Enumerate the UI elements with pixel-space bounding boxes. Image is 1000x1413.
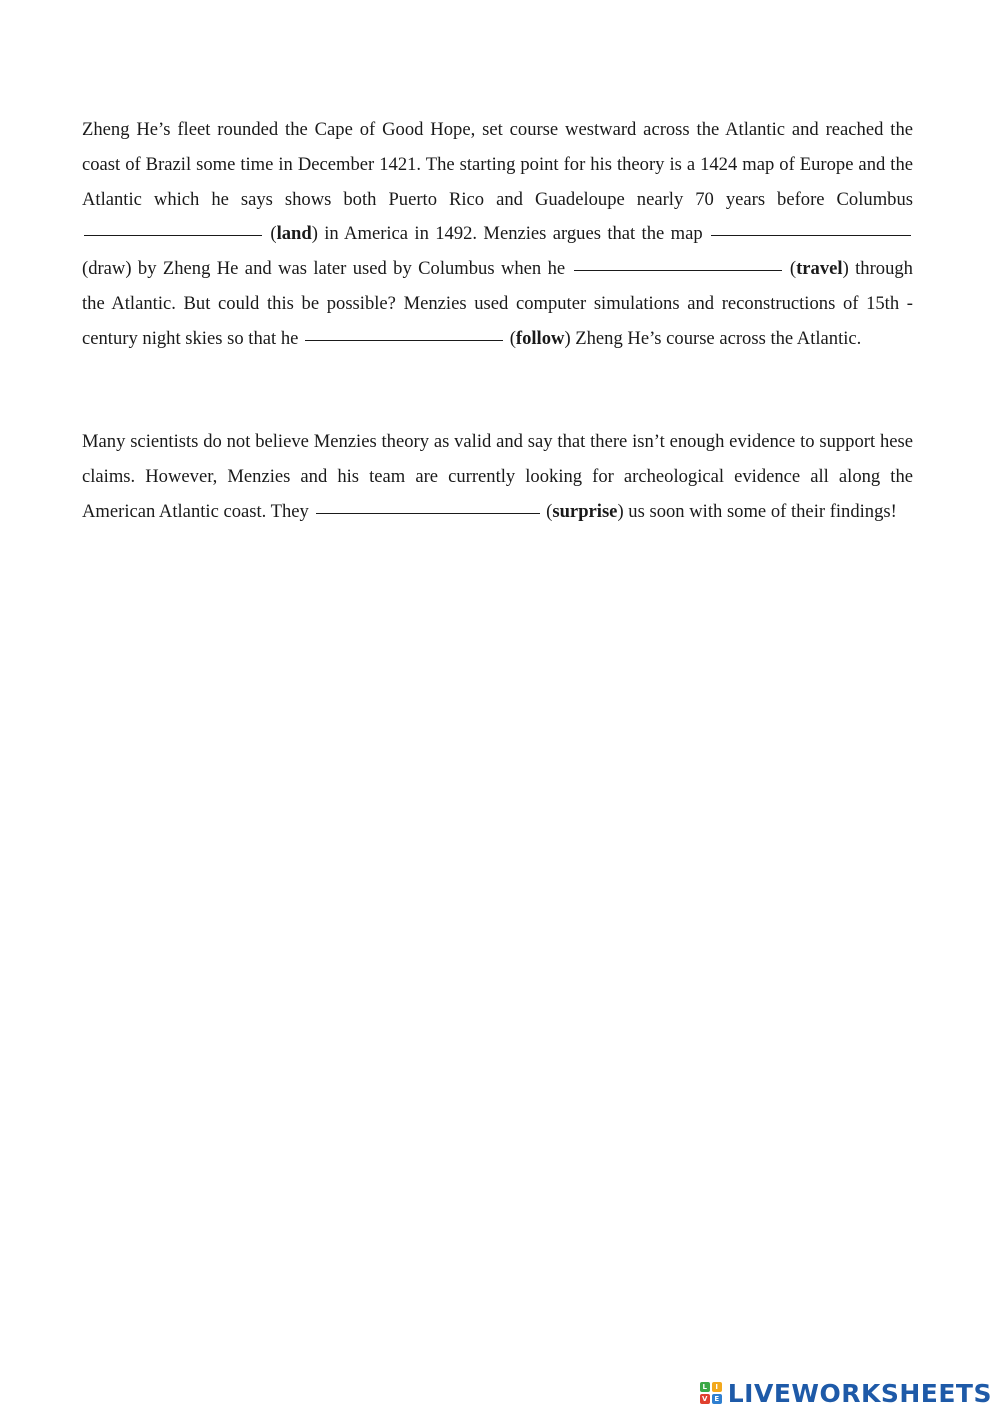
logo-tile: V — [700, 1394, 710, 1404]
paragraph-2 — [82, 425, 913, 529]
verb-hint-land: land — [276, 223, 312, 245]
verb-hint-travel: travel — [796, 258, 843, 280]
watermark-text: LIVEWORKSHEETS — [727, 1378, 992, 1408]
paren-open: ( — [546, 500, 553, 522]
answer-blank-surprise[interactable] — [316, 493, 540, 514]
text-segment: ) Zheng He’s course across the Atlantic. — [564, 327, 862, 349]
answer-blank-travel[interactable] — [574, 250, 782, 271]
logo-tile: E — [712, 1394, 722, 1404]
text-segment: Zheng He’s fleet rounded the Cape of Good Hope, set course westward across the Atlantic and reached the coast of Brazil some time in December 1421. The starting point for his theory is a 1424 map of Europe and the Atlantic which he says shows both Puerto Rico and Guadeloupe nearly 70 years before Columbus — [82, 119, 913, 210]
verb-hint-surprise: surprise — [552, 500, 618, 522]
liveworksheets-logo-icon — [700, 1382, 722, 1404]
logo-tile: I — [712, 1382, 722, 1392]
text-segment: ) us soon with some of their findings! — [617, 500, 897, 522]
liveworksheets-watermark — [700, 1376, 992, 1410]
text-segment: ) in America in 1492. Menzies argues that the map — [311, 223, 703, 245]
text-segment: (draw) by Zheng He and was later used by Columbus when he — [82, 258, 566, 280]
verb-hint-follow: follow — [515, 327, 565, 349]
text-segment: Many scientists do not believe Menzies theory as valid and say that there isn’t enough evidence to support hese claims. However, Menzies and his team are currently looking for archeological evidence all along the American Atlantic coast. They — [82, 431, 913, 522]
text-segment: ) through the Atlantic. But could this be possible? Menzies used computer simulations and reconstructions of 15th - century night skies so that he — [82, 258, 913, 349]
answer-blank-follow[interactable] — [305, 320, 503, 341]
paren-open: ( — [789, 258, 797, 280]
paren-open: ( — [270, 223, 277, 245]
paren-open: ( — [509, 327, 516, 349]
answer-blank-draw[interactable] — [711, 215, 911, 236]
logo-tile: L — [700, 1382, 710, 1392]
paragraph-1 — [82, 113, 913, 357]
answer-blank-land[interactable] — [84, 215, 262, 236]
